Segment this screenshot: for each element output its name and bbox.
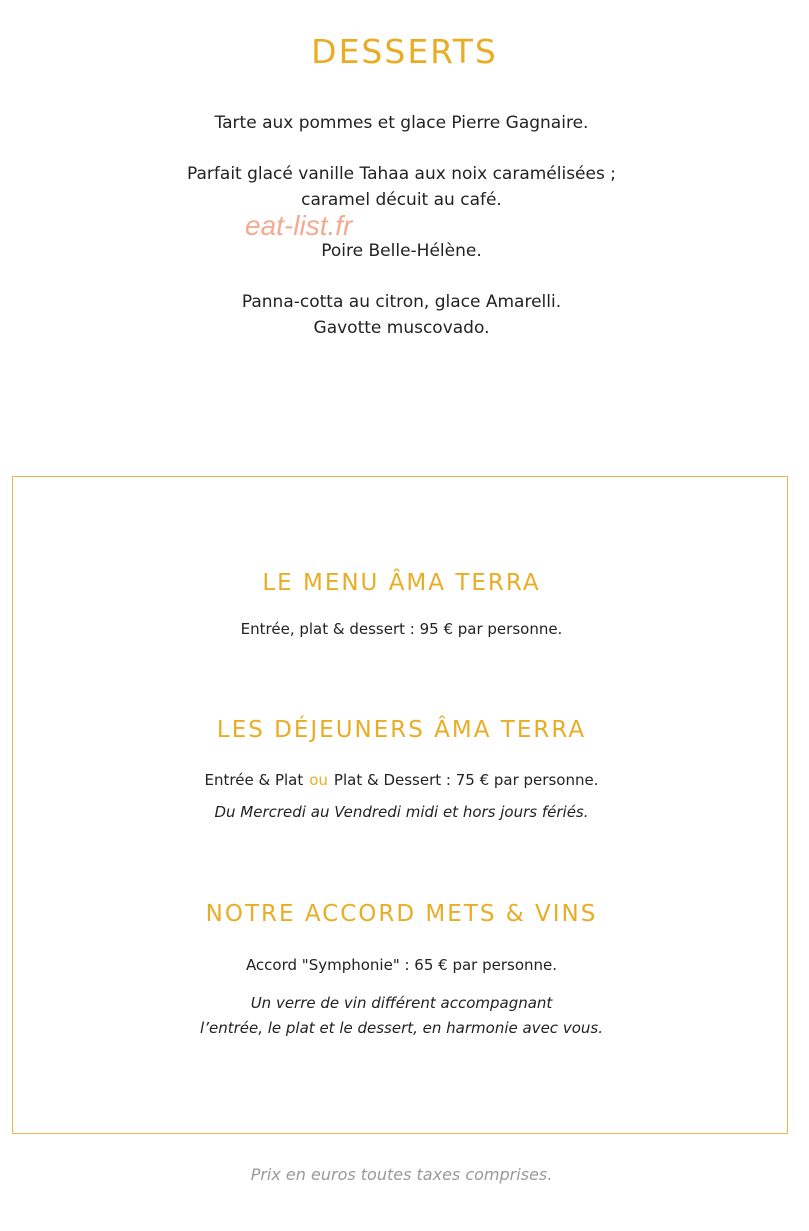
desserts-title: DESSERTS (311, 32, 498, 71)
dessert-item-poire: Poire Belle-Hélène. (321, 241, 482, 261)
footer-tax-note: Prix en euros toutes taxes comprises. (250, 1165, 553, 1184)
menu-ama-terra-title: LE MENU ÂMA TERRA (262, 570, 541, 596)
dessert-item-tarte: Tarte aux pommes et glace Pierre Gagnaire. (214, 113, 589, 133)
dejeuners-option-1: Entrée & Plat (204, 771, 304, 789)
menu-ama-terra-price: Entrée, plat & dessert : 95 € par personne. (240, 620, 563, 638)
dessert-item-parfait-continued: caramel décuit au café. (301, 190, 502, 210)
dessert-item-gavotte: Gavotte muscovado. (313, 318, 490, 338)
accord-note-line-1: Un verre de vin différent accompagnant (250, 994, 553, 1012)
dessert-item-panna-cotta: Panna-cotta au citron, glace Amarelli. (241, 292, 562, 312)
accord-note-line-2: l’entrée, le plat et le dessert, en harmonie avec vous. (200, 1019, 603, 1037)
dejeuners-note: Du Mercredi au Vendredi midi et hors jours fériés. (214, 803, 589, 821)
dejeuners-title: LES DÉJEUNERS ÂMA TERRA (216, 717, 587, 743)
watermark-eat-list: eat-list.fr (245, 210, 353, 241)
dessert-item-parfait: Parfait glacé vanille Tahaa aux noix caramélisées ; (187, 164, 616, 184)
accord-price: Accord "Symphonie" : 65 € par personne. (245, 956, 558, 974)
dejeuners-option-2: Plat & Dessert : 75 € par personne. (333, 771, 599, 789)
accord-title: NOTRE ACCORD METS & VINS (205, 901, 598, 927)
dejeuners-price (0, 771, 803, 789)
dejeuners-or-word: ou (309, 771, 328, 789)
